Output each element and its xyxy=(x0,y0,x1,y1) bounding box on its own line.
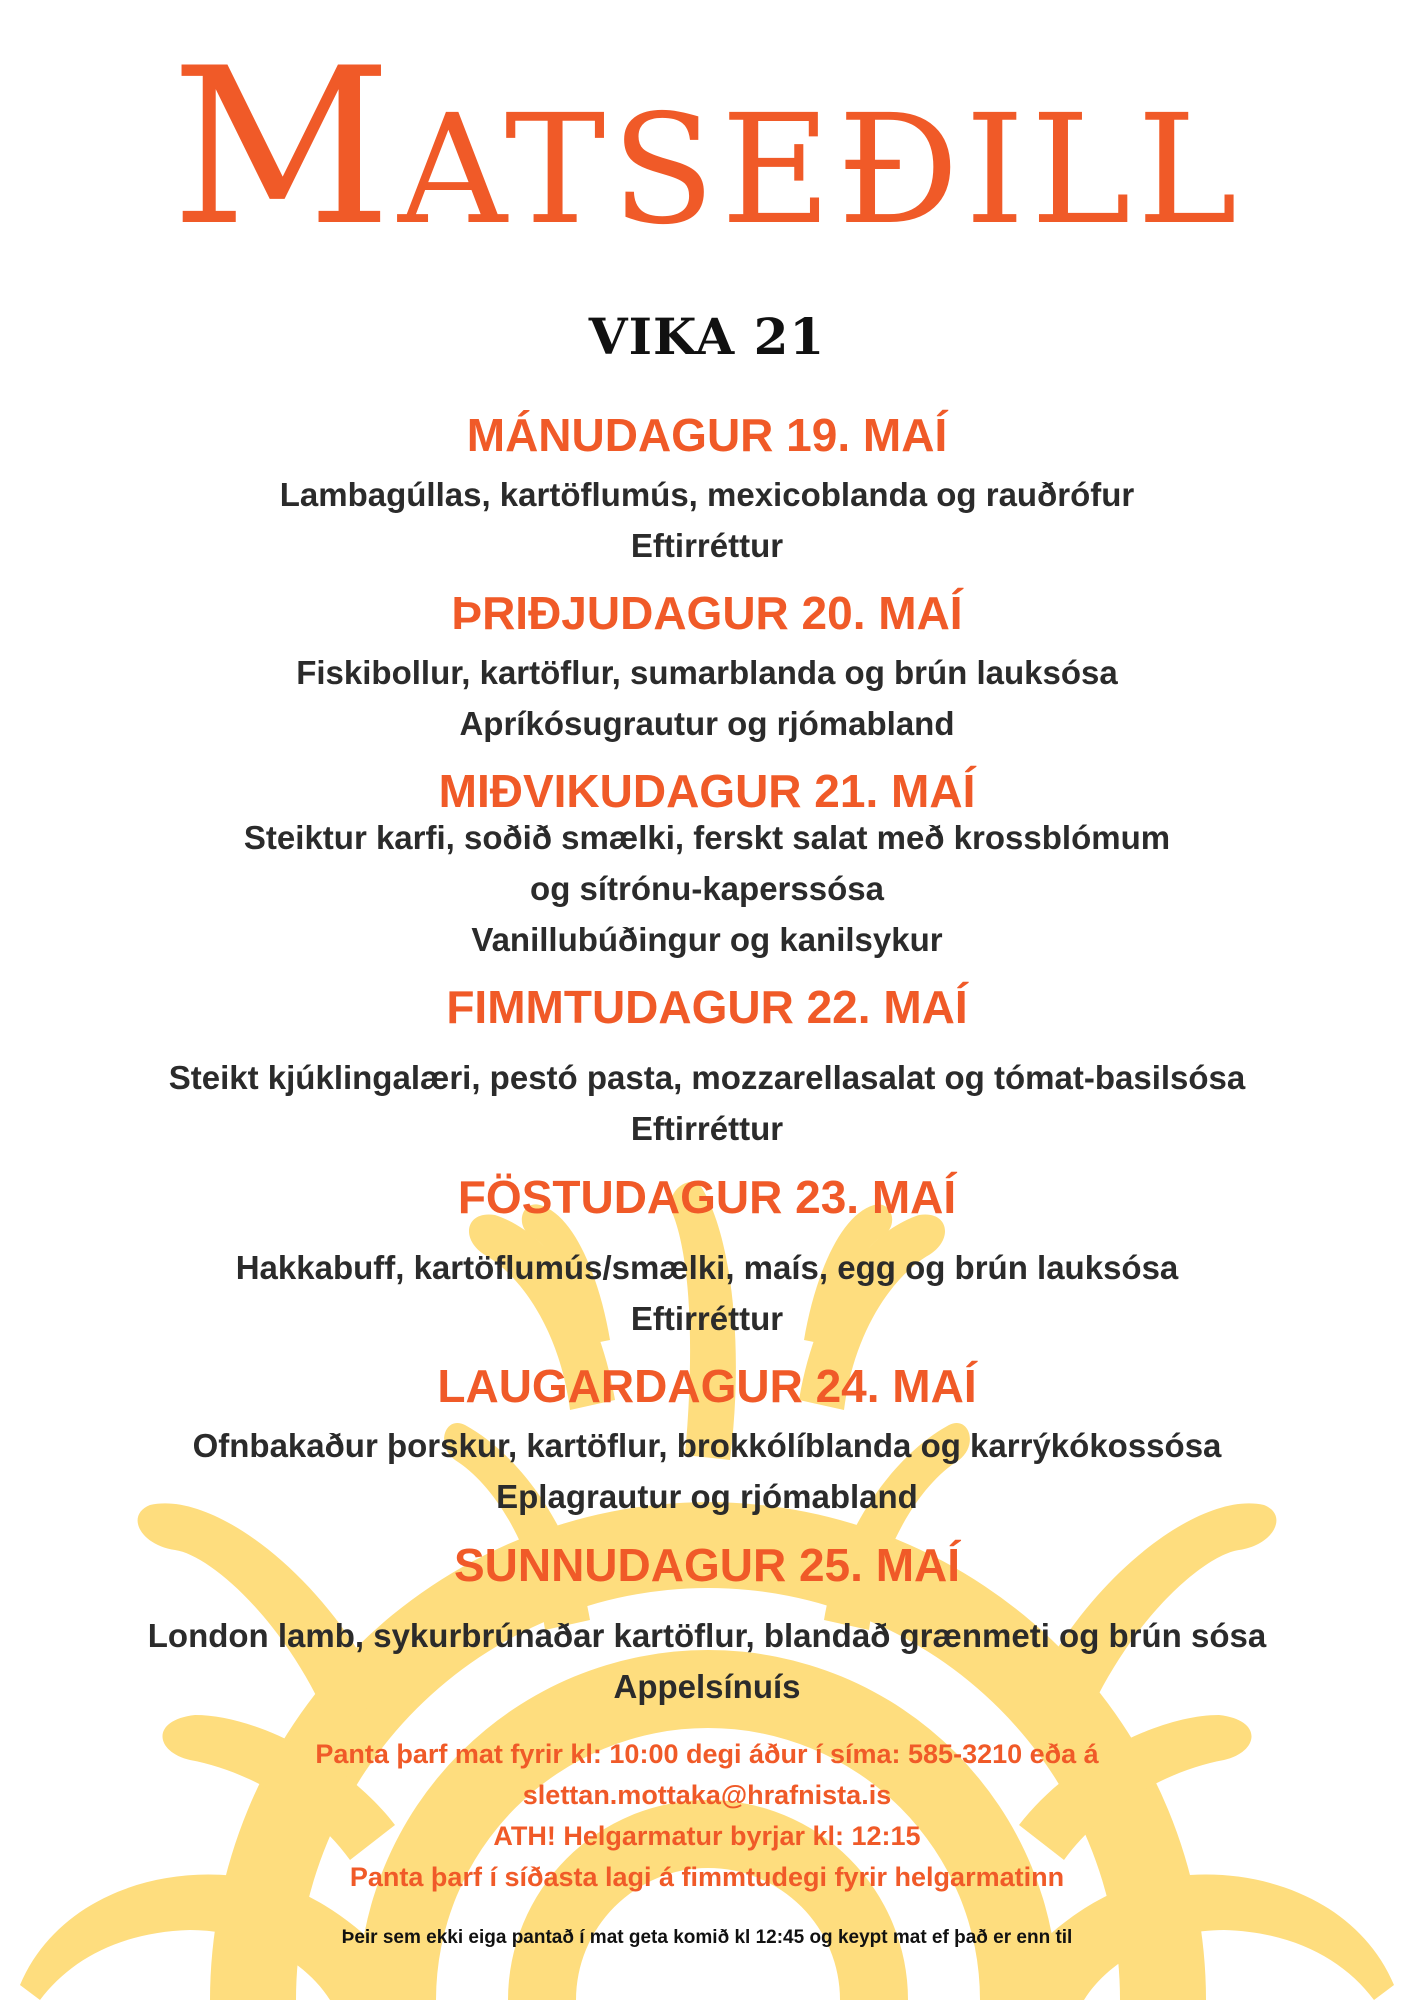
footnote: Þeir sem ekki eiga pantað í mat geta komið kl 12:45 og keypt mat ef það er enn til xyxy=(341,1927,1073,1948)
menu-line: Appelsínuís xyxy=(613,1668,801,1705)
page-title: Matseðill xyxy=(170,22,1244,273)
menu-line: Hakkabuff, kartöflumús/smælki, maís, egg og brún lauksósa xyxy=(235,1249,1179,1286)
menu-line: Ofnbakaður þorskur, kartöflur, brokkólíblanda og karrýkókossósa xyxy=(192,1427,1222,1464)
menu-line: Eftirréttur xyxy=(630,527,784,564)
weekend-order-notice: Panta þarf í síðasta lagi á fimmtudegi fyrir helgarmatinn xyxy=(349,1862,1065,1892)
menu-line: Apríkósugrautur og rjómabland xyxy=(459,705,955,742)
menu-line: og sítrónu-kaperssósa xyxy=(530,870,884,907)
menu-line: Steikt kjúklingalæri, pestó pasta, mozzarellasalat og tómat-basilsósa xyxy=(168,1059,1246,1096)
day-heading-saturday: LAUGARDAGUR 24. MAÍ xyxy=(437,1360,977,1412)
menu-line: Eftirréttur xyxy=(630,1110,784,1147)
menu-line: London lamb, sykurbrúnaðar kartöflur, blandað grænmeti og brún sósa xyxy=(147,1617,1267,1654)
menu-line: Eplagrautur og rjómabland xyxy=(496,1478,918,1515)
day-heading-friday: FÖSTUDAGUR 23. MAÍ xyxy=(457,1171,957,1223)
day-heading-wednesday: MIÐVIKUDAGUR 21. MAÍ xyxy=(438,765,976,817)
menu-line: Steiktur karfi, soðið smælki, ferskt salat með krossblómum xyxy=(243,819,1171,856)
menu-line: Vanillubúðingur og kanilsykur xyxy=(471,921,943,958)
order-email: slettan.mottaka@hrafnista.is xyxy=(522,1780,892,1810)
order-notice: Panta þarf mat fyrir kl: 10:00 degi áður í síma: 585-3210 eða á xyxy=(315,1739,1099,1769)
day-heading-sunday: SUNNUDAGUR 25. MAÍ xyxy=(453,1539,961,1591)
menu-line: Lambagúllas, kartöflumús, mexicoblanda og rauðrófur xyxy=(279,476,1135,513)
day-heading-thursday: FIMMTUDAGUR 22. MAÍ xyxy=(446,981,968,1033)
menu-line: Fiskibollur, kartöflur, sumarblanda og brún lauksósa xyxy=(296,654,1118,691)
day-heading-tuesday: ÞRIÐJUDAGUR 20. MAÍ xyxy=(451,587,963,639)
menu-line: Eftirréttur xyxy=(630,1300,784,1337)
weekend-notice: ATH! Helgarmatur byrjar kl: 12:15 xyxy=(493,1821,921,1851)
day-heading-monday: MÁNUDAGUR 19. MAÍ xyxy=(466,409,948,461)
week-label: VIKA 21 xyxy=(588,307,826,366)
